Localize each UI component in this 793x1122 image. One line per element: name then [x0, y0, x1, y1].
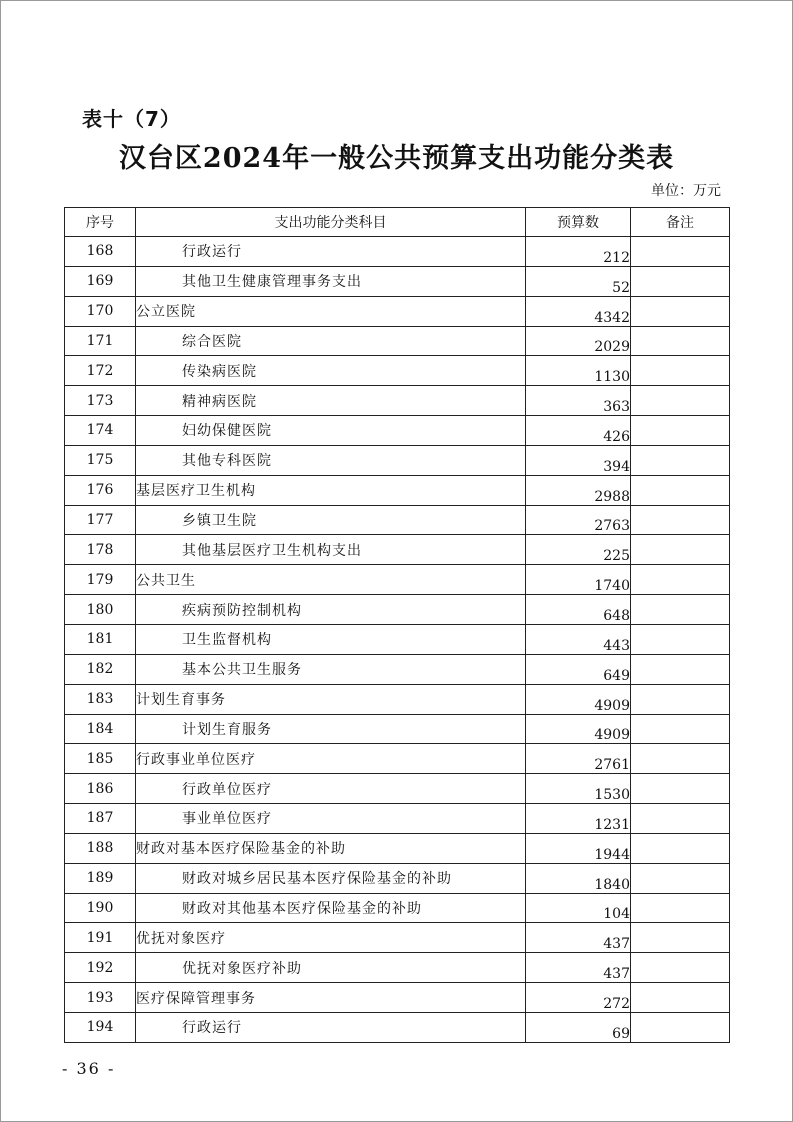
- row-item: 行政运行: [136, 237, 526, 267]
- table-row: [65, 833, 730, 863]
- row-note: [631, 714, 730, 744]
- row-item: 妇幼保健医院: [136, 416, 526, 446]
- table-header-row: [65, 208, 730, 237]
- row-seq: 184: [65, 714, 136, 744]
- row-note: [631, 983, 730, 1013]
- row-note: [631, 595, 730, 625]
- table-row: [65, 416, 730, 446]
- table-row: [65, 804, 730, 834]
- row-amount: 52: [526, 266, 631, 296]
- row-item: 行政运行: [136, 1012, 526, 1042]
- row-amount: 272: [526, 983, 631, 1013]
- table-number-label: 表十（7）: [82, 107, 181, 131]
- row-amount: 649: [526, 654, 631, 684]
- row-note: [631, 953, 730, 983]
- table-row: [65, 923, 730, 953]
- row-seq: 182: [65, 654, 136, 684]
- row-item: 其他卫生健康管理事务支出: [136, 266, 526, 296]
- row-item: 乡镇卫生院: [136, 505, 526, 535]
- table-row: [65, 624, 730, 654]
- row-note: [631, 804, 730, 834]
- row-item: 综合医院: [136, 326, 526, 356]
- table-row: [65, 654, 730, 684]
- table-body: [65, 237, 730, 1043]
- table-row: [65, 266, 730, 296]
- row-item: 财政对城乡居民基本医疗保险基金的补助: [136, 863, 526, 893]
- row-amount: 1231: [526, 804, 631, 834]
- page-number: - 36 -: [62, 1059, 116, 1078]
- table-row: [65, 386, 730, 416]
- row-note: [631, 774, 730, 804]
- row-amount: 437: [526, 923, 631, 953]
- row-note: [631, 744, 730, 774]
- table-row: [65, 535, 730, 565]
- row-item: 公立医院: [136, 296, 526, 326]
- row-item: 疾病预防控制机构: [136, 595, 526, 625]
- row-seq: 172: [65, 356, 136, 386]
- row-item: 计划生育服务: [136, 714, 526, 744]
- table-row: [65, 595, 730, 625]
- row-note: [631, 356, 730, 386]
- row-seq: 179: [65, 565, 136, 595]
- table-row: [65, 1012, 730, 1042]
- row-amount: 648: [526, 595, 631, 625]
- row-seq: 192: [65, 953, 136, 983]
- table-row: [65, 326, 730, 356]
- row-amount: 2029: [526, 326, 631, 356]
- row-item: 计划生育事务: [136, 684, 526, 714]
- row-seq: 178: [65, 535, 136, 565]
- table-row: [65, 565, 730, 595]
- row-item: 行政单位医疗: [136, 774, 526, 804]
- header-amount: 预算数: [526, 208, 631, 237]
- row-amount: 394: [526, 445, 631, 475]
- row-amount: 4909: [526, 714, 631, 744]
- row-seq: 189: [65, 863, 136, 893]
- row-note: [631, 863, 730, 893]
- row-amount: 4909: [526, 684, 631, 714]
- header-item: 支出功能分类科目: [136, 208, 526, 237]
- row-amount: 225: [526, 535, 631, 565]
- row-note: [631, 326, 730, 356]
- row-seq: 175: [65, 445, 136, 475]
- row-note: [631, 386, 730, 416]
- row-amount: 69: [526, 1012, 631, 1042]
- row-seq: 168: [65, 237, 136, 267]
- row-note: [631, 893, 730, 923]
- row-seq: 169: [65, 266, 136, 296]
- row-note: [631, 266, 730, 296]
- header-seq: 序号: [65, 208, 136, 237]
- table-row: [65, 505, 730, 535]
- row-seq: 186: [65, 774, 136, 804]
- row-seq: 188: [65, 833, 136, 863]
- row-amount: 2763: [526, 505, 631, 535]
- row-item: 行政事业单位医疗: [136, 744, 526, 774]
- header-note: 备注: [631, 208, 730, 237]
- row-item: 基本公共卫生服务: [136, 654, 526, 684]
- row-note: [631, 654, 730, 684]
- budget-table: [64, 207, 730, 1043]
- row-note: [631, 923, 730, 953]
- row-amount: 1530: [526, 774, 631, 804]
- row-seq: 185: [65, 744, 136, 774]
- table-row: [65, 744, 730, 774]
- row-note: [631, 475, 730, 505]
- table-row: [65, 714, 730, 744]
- row-item: 财政对其他基本医疗保险基金的补助: [136, 893, 526, 923]
- row-seq: 170: [65, 296, 136, 326]
- row-note: [631, 237, 730, 267]
- row-seq: 180: [65, 595, 136, 625]
- row-note: [631, 296, 730, 326]
- table-row: [65, 863, 730, 893]
- row-amount: 1130: [526, 356, 631, 386]
- row-item: 医疗保障管理事务: [136, 983, 526, 1013]
- row-note: [631, 624, 730, 654]
- row-item: 其他专科医院: [136, 445, 526, 475]
- row-seq: 191: [65, 923, 136, 953]
- row-amount: 426: [526, 416, 631, 446]
- row-item: 精神病医院: [136, 386, 526, 416]
- row-amount: 1740: [526, 565, 631, 595]
- row-seq: 177: [65, 505, 136, 535]
- row-seq: 171: [65, 326, 136, 356]
- row-note: [631, 416, 730, 446]
- row-amount: 1944: [526, 833, 631, 863]
- row-seq: 174: [65, 416, 136, 446]
- row-amount: 1840: [526, 863, 631, 893]
- row-seq: 187: [65, 804, 136, 834]
- row-amount: 4342: [526, 296, 631, 326]
- row-note: [631, 565, 730, 595]
- row-item: 其他基层医疗卫生机构支出: [136, 535, 526, 565]
- table-row: [65, 475, 730, 505]
- row-item: 优抚对象医疗补助: [136, 953, 526, 983]
- row-amount: 212: [526, 237, 631, 267]
- table-row: [65, 983, 730, 1013]
- row-amount: 2761: [526, 744, 631, 774]
- row-item: 传染病医院: [136, 356, 526, 386]
- row-item: 财政对基本医疗保险基金的补助: [136, 833, 526, 863]
- row-item: 公共卫生: [136, 565, 526, 595]
- row-amount: 104: [526, 893, 631, 923]
- row-note: [631, 535, 730, 565]
- table-row: [65, 684, 730, 714]
- table-row: [65, 356, 730, 386]
- row-note: [631, 445, 730, 475]
- row-note: [631, 505, 730, 535]
- unit-label: 单位：万元: [651, 183, 721, 199]
- row-item: 基层医疗卫生机构: [136, 475, 526, 505]
- row-amount: 2988: [526, 475, 631, 505]
- row-note: [631, 684, 730, 714]
- row-seq: 173: [65, 386, 136, 416]
- table-row: [65, 445, 730, 475]
- row-seq: 176: [65, 475, 136, 505]
- row-item: 卫生监督机构: [136, 624, 526, 654]
- row-amount: 443: [526, 624, 631, 654]
- row-note: [631, 1012, 730, 1042]
- row-seq: 181: [65, 624, 136, 654]
- row-item: 事业单位医疗: [136, 804, 526, 834]
- table-row: [65, 893, 730, 923]
- row-amount: 437: [526, 953, 631, 983]
- table-row: [65, 237, 730, 267]
- table-row: [65, 774, 730, 804]
- row-item: 优抚对象医疗: [136, 923, 526, 953]
- row-seq: 190: [65, 893, 136, 923]
- row-seq: 183: [65, 684, 136, 714]
- table-row: [65, 296, 730, 326]
- row-seq: 193: [65, 983, 136, 1013]
- row-amount: 363: [526, 386, 631, 416]
- table-row: [65, 953, 730, 983]
- row-note: [631, 833, 730, 863]
- document-title: 汉台区2024年一般公共预算支出功能分类表: [118, 143, 675, 174]
- row-seq: 194: [65, 1012, 136, 1042]
